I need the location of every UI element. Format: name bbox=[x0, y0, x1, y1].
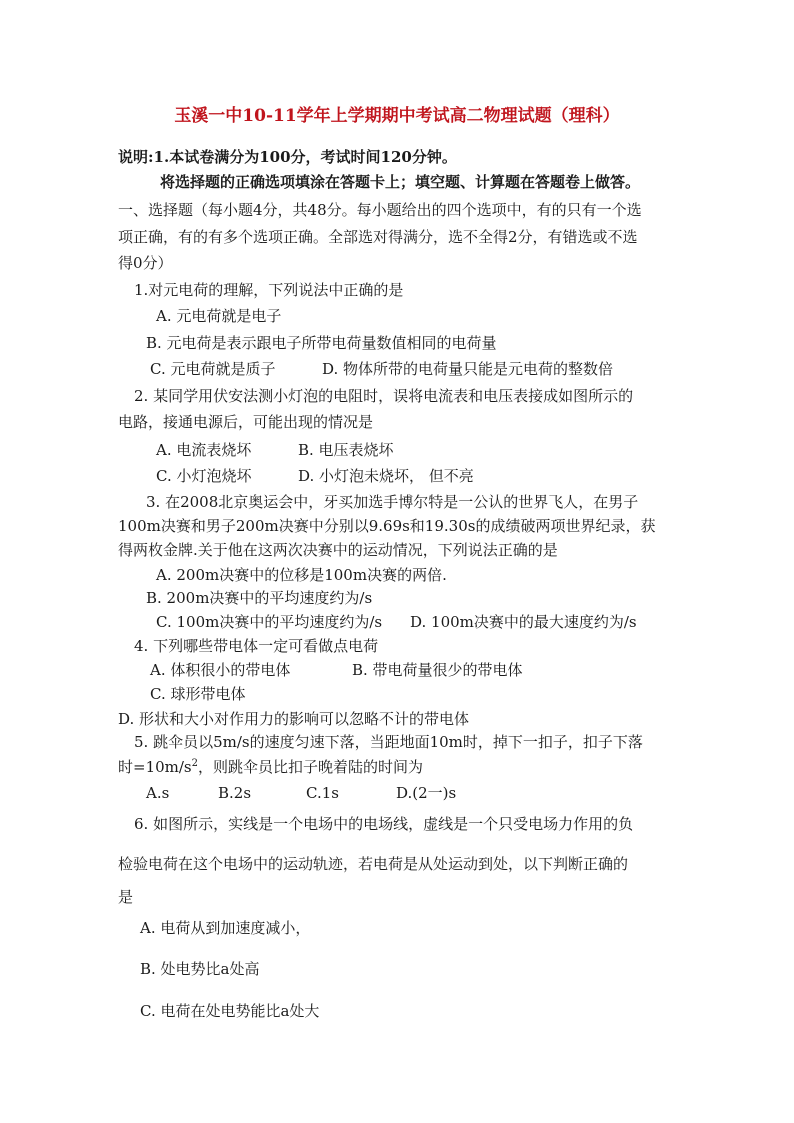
q4-stem: 4. 下列哪些带电体一定可看做点电荷 bbox=[134, 637, 379, 655]
q3-option-a: A. 200m决赛中的位移是100m决赛的两倍. bbox=[156, 566, 447, 584]
q3-option-b: B. 200m决赛中的平均速度约为/s bbox=[146, 589, 373, 607]
section1-line-2: 项正确，有的有多个选项正确。全部选对得满分，选不全得2分，有错选或不选 bbox=[118, 228, 638, 246]
q1-option-d: D. 物体所带的电荷量只能是元电荷的整数倍 bbox=[322, 360, 614, 378]
q2-option-d: D. 小灯泡未烧坏， 但不亮 bbox=[298, 467, 474, 485]
q1-option-c: C. 元电荷就是质子 bbox=[150, 360, 276, 378]
q2-option-a: A. 电流表烧坏 bbox=[156, 441, 252, 459]
q3-option-d: D. 100m决赛中的最大速度约为/s bbox=[410, 613, 637, 631]
q2-line-2: 电路，接通电源后，可能出现的情况是 bbox=[118, 413, 374, 431]
q6-option-c: C. 电荷在处电势能比a处大 bbox=[140, 1002, 320, 1020]
q1-option-a: A. 元电荷就是电子 bbox=[156, 307, 282, 325]
q5-line-1: 5. 跳伞员以5m/s的速度匀速下落，当距地面10m时，掉下一扣子，扣子下落 bbox=[134, 733, 643, 751]
q6-line-2: 检验电荷在这个电场中的运动轨迹，若电荷是从处运动到处，以下判断正确的 bbox=[118, 855, 629, 873]
q5-option-a: A.s bbox=[146, 784, 170, 802]
q5-option-c: C.1s bbox=[306, 784, 339, 802]
section1-line-3: 得0分） bbox=[118, 254, 173, 272]
q5-option-d: D.(2一)s bbox=[396, 784, 457, 802]
q2-option-c: C. 小灯泡烧坏 bbox=[156, 467, 252, 485]
page-title: 玉溪一中10-11学年上学期期中考试高二物理试题（理科） bbox=[174, 106, 620, 126]
section1-line-1-text: 一、选择题（每小题4分，共48分。每小题给出的四个选项中，有的只有一个选 bbox=[118, 201, 642, 219]
q6-line-3: 是 bbox=[118, 888, 134, 906]
q3-line-2: 100m决赛和男子200m决赛中分别以9.69s和19.30s的成绩破两项世界纪录，获 bbox=[118, 517, 656, 535]
section1-line-1 bbox=[118, 200, 642, 220]
q6-option-b: B. 处电势比a处高 bbox=[140, 960, 260, 978]
q3-option-c: C. 100m决赛中的平均速度约为/s bbox=[156, 613, 383, 631]
q2-line-1: 2. 某同学用伏安法测小灯泡的电阻时，误将电流表和电压表接成如图所示的 bbox=[134, 387, 634, 405]
q1-stem: 1.对元电荷的理解，下列说法中正确的是 bbox=[134, 281, 404, 299]
q5-line-2-post: ，则跳伞员比扣子晚着陆的时间为 bbox=[198, 758, 424, 776]
q4-option-d: D. 形状和大小对作用力的影响可以忽略不计的带电体 bbox=[118, 710, 470, 728]
q4-option-b: B. 带电荷量很少的带电体 bbox=[352, 661, 523, 679]
q1-option-b: B. 元电荷是表示跟电子所带电荷量数值相同的电荷量 bbox=[146, 334, 497, 352]
instructions-line-2: 将选择题的正确选项填涂在答题卡上；填空题、计算题在答题卷上做答。 bbox=[160, 173, 641, 191]
q5-line-2-pre: 时=10m/s bbox=[118, 758, 192, 776]
q5-option-b: B.2s bbox=[218, 784, 252, 802]
q4-option-a: A. 体积很小的带电体 bbox=[150, 661, 291, 679]
instructions-line-1: 说明:1.本试卷满分为100分，考试时间120分钟。 bbox=[118, 148, 457, 166]
q6-option-a: A. 电荷从到加速度减小， bbox=[140, 919, 311, 937]
q5-line-2-superscript: 2 bbox=[191, 758, 199, 769]
q3-line-3: 得两枚金牌.关于他在这两次决赛中的运动情况，下列说法正确的是 bbox=[118, 541, 558, 559]
q3-line-1: 3. 在2008北京奥运会中，牙买加选手博尔特是一公认的世界飞人，在男子 bbox=[146, 493, 639, 511]
q4-option-c: C. 球形带电体 bbox=[150, 685, 246, 703]
q6-line-1: 6. 如图所示，实线是一个电场中的电场线，虚线是一个只受电场力作用的负 bbox=[134, 815, 634, 833]
q2-option-b: B. 电压表烧坏 bbox=[298, 441, 394, 459]
q5-line-2 bbox=[118, 757, 423, 777]
